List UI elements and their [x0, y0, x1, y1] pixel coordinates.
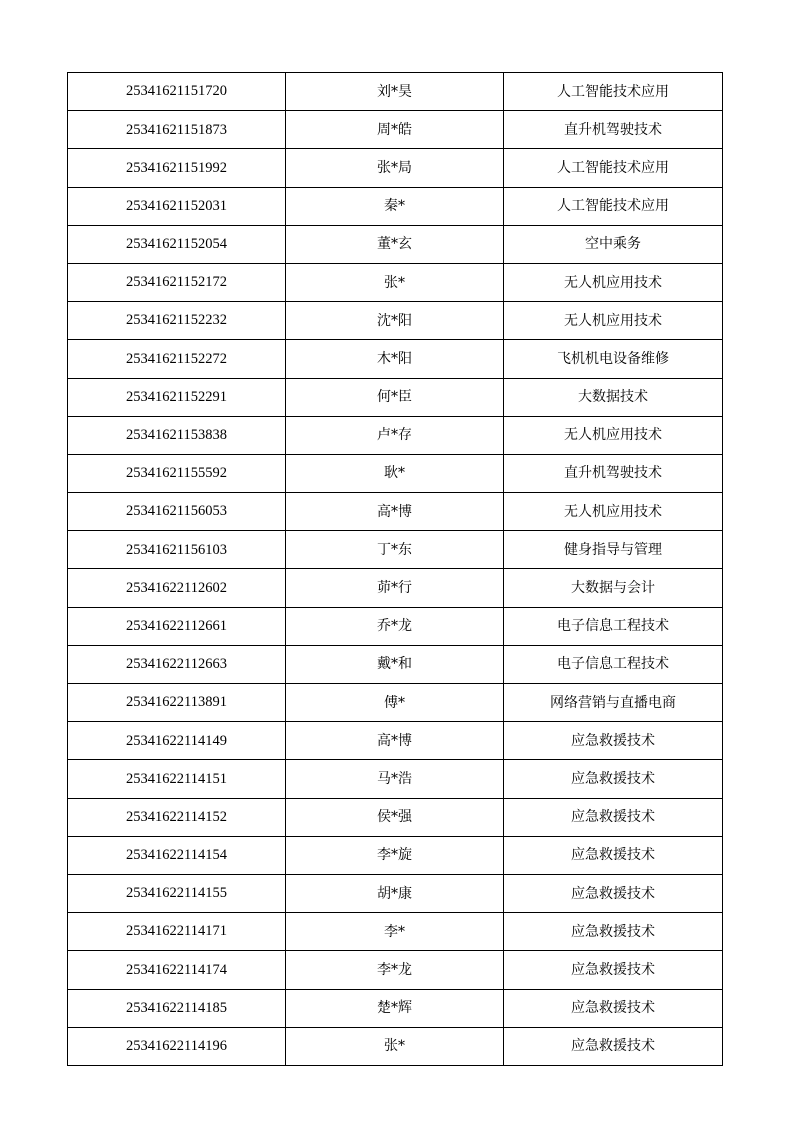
name-cell: 胡*康	[286, 874, 504, 912]
name-cell: 张*	[286, 1027, 504, 1065]
candidate-id-cell: 25341622114152	[68, 798, 286, 836]
major-cell: 直升机驾驶技术	[504, 454, 723, 492]
major-cell: 大数据与会计	[504, 569, 723, 607]
major-cell: 应急救援技术	[504, 989, 723, 1027]
table-row	[68, 760, 723, 798]
candidate-id-cell: 25341622112602	[68, 569, 286, 607]
name-cell: 丁*东	[286, 531, 504, 569]
major-cell: 无人机应用技术	[504, 416, 723, 454]
table-row	[68, 569, 723, 607]
major-cell: 应急救援技术	[504, 1027, 723, 1065]
name-cell: 乔*龙	[286, 607, 504, 645]
candidate-id-cell: 25341621152291	[68, 378, 286, 416]
major-cell: 人工智能技术应用	[504, 73, 723, 111]
candidate-id-cell: 25341622114174	[68, 951, 286, 989]
table-row	[68, 149, 723, 187]
table-row	[68, 874, 723, 912]
roster-table-body	[68, 73, 723, 1066]
table-row	[68, 73, 723, 111]
candidate-id-cell: 25341621152232	[68, 302, 286, 340]
name-cell: 侯*强	[286, 798, 504, 836]
major-cell: 应急救援技术	[504, 760, 723, 798]
table-row	[68, 416, 723, 454]
candidate-id-cell: 25341622113891	[68, 684, 286, 722]
name-cell: 傅*	[286, 684, 504, 722]
table-row	[68, 378, 723, 416]
major-cell: 无人机应用技术	[504, 302, 723, 340]
candidate-id-cell: 25341622112663	[68, 645, 286, 683]
table-row	[68, 111, 723, 149]
table-row	[68, 493, 723, 531]
table-row	[68, 836, 723, 874]
table-row	[68, 302, 723, 340]
name-cell: 李*龙	[286, 951, 504, 989]
table-row	[68, 645, 723, 683]
major-cell: 人工智能技术应用	[504, 187, 723, 225]
name-cell: 张*局	[286, 149, 504, 187]
name-cell: 高*博	[286, 722, 504, 760]
candidate-id-cell: 25341621152172	[68, 263, 286, 301]
candidate-id-cell: 25341621153838	[68, 416, 286, 454]
name-cell: 沈*阳	[286, 302, 504, 340]
major-cell: 应急救援技术	[504, 722, 723, 760]
candidate-id-cell: 25341621152031	[68, 187, 286, 225]
table-row	[68, 684, 723, 722]
table-row	[68, 1027, 723, 1065]
major-cell: 应急救援技术	[504, 951, 723, 989]
major-cell: 直升机驾驶技术	[504, 111, 723, 149]
candidate-id-cell: 25341621152054	[68, 225, 286, 263]
major-cell: 人工智能技术应用	[504, 149, 723, 187]
major-cell: 空中乘务	[504, 225, 723, 263]
table-row	[68, 531, 723, 569]
candidate-id-cell: 25341621151992	[68, 149, 286, 187]
table-row	[68, 722, 723, 760]
table-row	[68, 340, 723, 378]
candidate-id-cell: 25341622114196	[68, 1027, 286, 1065]
name-cell: 秦*	[286, 187, 504, 225]
name-cell: 木*阳	[286, 340, 504, 378]
name-cell: 高*博	[286, 493, 504, 531]
major-cell: 应急救援技术	[504, 798, 723, 836]
candidate-id-cell: 25341622114185	[68, 989, 286, 1027]
name-cell: 茆*行	[286, 569, 504, 607]
candidate-id-cell: 25341621156103	[68, 531, 286, 569]
table-row	[68, 607, 723, 645]
major-cell: 网络营销与直播电商	[504, 684, 723, 722]
name-cell: 马*浩	[286, 760, 504, 798]
roster-table	[67, 72, 723, 1066]
table-row	[68, 263, 723, 301]
name-cell: 何*臣	[286, 378, 504, 416]
candidate-id-cell: 25341622114149	[68, 722, 286, 760]
major-cell: 应急救援技术	[504, 913, 723, 951]
candidate-id-cell: 25341622114155	[68, 874, 286, 912]
table-row	[68, 187, 723, 225]
roster-sheet	[67, 72, 719, 1066]
candidate-id-cell: 25341622114151	[68, 760, 286, 798]
table-row	[68, 989, 723, 1027]
major-cell: 电子信息工程技术	[504, 645, 723, 683]
table-row	[68, 454, 723, 492]
major-cell: 无人机应用技术	[504, 493, 723, 531]
candidate-id-cell: 25341622114154	[68, 836, 286, 874]
name-cell: 李*	[286, 913, 504, 951]
name-cell: 周*皓	[286, 111, 504, 149]
candidate-id-cell: 25341621152272	[68, 340, 286, 378]
table-row	[68, 798, 723, 836]
major-cell: 应急救援技术	[504, 836, 723, 874]
table-row	[68, 913, 723, 951]
candidate-id-cell: 25341621156053	[68, 493, 286, 531]
name-cell: 张*	[286, 263, 504, 301]
major-cell: 健身指导与管理	[504, 531, 723, 569]
major-cell: 无人机应用技术	[504, 263, 723, 301]
table-row	[68, 951, 723, 989]
name-cell: 楚*辉	[286, 989, 504, 1027]
candidate-id-cell: 25341621155592	[68, 454, 286, 492]
candidate-id-cell: 25341622112661	[68, 607, 286, 645]
major-cell: 电子信息工程技术	[504, 607, 723, 645]
candidate-id-cell: 25341621151720	[68, 73, 286, 111]
major-cell: 大数据技术	[504, 378, 723, 416]
major-cell: 飞机机电设备维修	[504, 340, 723, 378]
major-cell: 应急救援技术	[504, 874, 723, 912]
name-cell: 李*旋	[286, 836, 504, 874]
candidate-id-cell: 25341621151873	[68, 111, 286, 149]
table-row	[68, 225, 723, 263]
name-cell: 董*玄	[286, 225, 504, 263]
name-cell: 卢*存	[286, 416, 504, 454]
candidate-id-cell: 25341622114171	[68, 913, 286, 951]
name-cell: 耿*	[286, 454, 504, 492]
name-cell: 刘*昊	[286, 73, 504, 111]
name-cell: 戴*和	[286, 645, 504, 683]
